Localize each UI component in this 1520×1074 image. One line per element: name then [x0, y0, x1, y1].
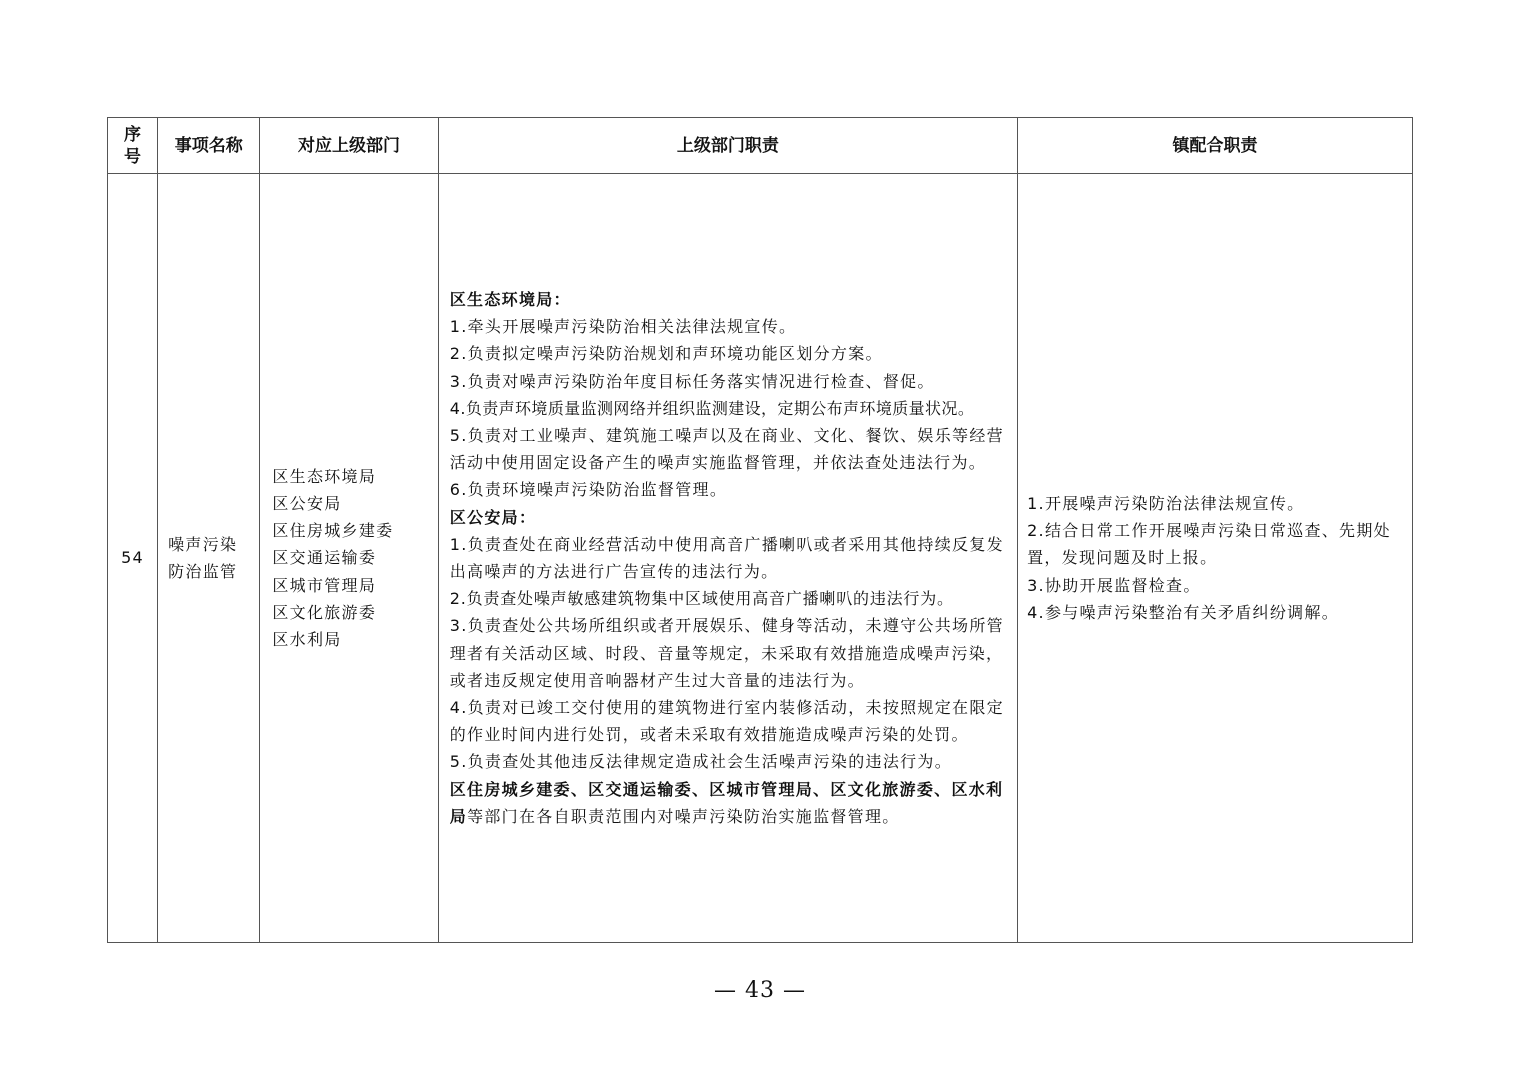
header-seq [108, 118, 158, 174]
header-superior-duty: 上级部门职责 [438, 118, 1017, 174]
page-number: — 43 — [714, 978, 806, 1003]
header-row [108, 118, 1413, 174]
header-town-duty: 镇配合职责 [1018, 118, 1413, 174]
dept-list-item: 区公安局 [272, 493, 342, 513]
duty-closing-depts: 区住房城乡建委、区交通运输委、区城市管理局、区文化旅游委、区水利局 [449, 779, 1004, 826]
duty-item: 4.负责对已竣工交付使用的建筑物进行室内装修活动，未按照规定在限定的作业时间内进行处罚，或者未采取有效措施造成噪声污染的处罚。 [449, 698, 1004, 745]
duty-item: 6.负责环境噪声污染防治监督管理。 [449, 480, 728, 500]
duty-item: 5.负责对工业噪声、建筑施工噪声以及在商业、文化、餐饮、娱乐等经营活动中使用固定设备产生的噪声实施监督管理，并依法查处违法行为。 [449, 425, 1004, 473]
dept-list-item: 区城市管理局 [272, 575, 377, 595]
duty-item: 4.负责声环境质量监测网络并组织监测建设，定期公布声环境质量状况。 [449, 398, 975, 418]
dept-list-item: 区交通运输委 [272, 548, 377, 568]
duty-section-heading: 区生态环境局： [449, 289, 571, 309]
row-seq: 54 [108, 174, 158, 943]
dept-list-item: 区水利局 [272, 630, 342, 649]
header-superior-dept: 对应上级部门 [260, 118, 438, 174]
duty-closing-text: 等部门在各自职责范围内对噪声污染防治实施监督管理。 [467, 806, 900, 826]
item-name-line: 防治监管 [168, 562, 238, 581]
duty-item: 3.负责查处公共场所组织或者开展娱乐、健身等活动，未遵守公共场所管理者有关活动区域、时段、音量等规定，未采取有效措施造成噪声污染，或者违反规定使用音响器材产生过大音量的违法行为。 [449, 616, 1004, 690]
town-duty-item: 2.结合日常工作开展噪声污染日常巡查、先期处置，发现问题及时上报。 [1027, 521, 1391, 568]
duty-item: 1.牵头开展噪声污染防治相关法律法规宣传。 [449, 317, 797, 337]
town-duty-item: 1.开展噪声污染防治法律法规宣传。 [1027, 493, 1305, 513]
table-row [108, 174, 1413, 943]
item-name-line: 噪声污染 [168, 534, 238, 554]
duty-section-heading: 区公安局： [449, 507, 537, 527]
row-town-duties [1018, 174, 1413, 943]
row-superior-depts [260, 174, 438, 943]
row-item-name [158, 174, 260, 943]
header-seq-line1: 序 [124, 124, 142, 145]
header-item-name: 事项名称 [158, 118, 260, 174]
row-superior-duties [438, 174, 1017, 943]
dept-list-item: 区文化旅游委 [272, 602, 377, 622]
duty-item: 3.负责对噪声污染防治年度目标任务落实情况进行检查、督促。 [449, 371, 935, 391]
town-duty-item: 3.协助开展监督检查。 [1027, 575, 1201, 595]
duty-item: 1.负责查处在商业经营活动中使用高音广播喇叭或者采用其他持续反复发出高噪声的方法进行广告宣传的违法行为。 [449, 534, 1004, 581]
duty-item: 2.负责查处噪声敏感建筑物集中区域使用高音广播喇叭的违法行为。 [449, 589, 954, 609]
town-duty-item: 4.参与噪声污染整治有关矛盾纠纷调解。 [1027, 602, 1340, 622]
duty-table [107, 117, 1413, 943]
dept-list-item: 区住房城乡建委 [272, 521, 394, 541]
duty-item: 2.负责拟定噪声污染防治规划和声环境功能区划分方案。 [449, 344, 883, 364]
dept-list-item: 区生态环境局 [272, 466, 377, 486]
duty-item: 5.负责查处其他违反法律规定造成社会生活噪声污染的违法行为。 [449, 752, 953, 772]
duty-closing [450, 776, 1011, 830]
header-seq-line2: 号 [124, 146, 142, 167]
